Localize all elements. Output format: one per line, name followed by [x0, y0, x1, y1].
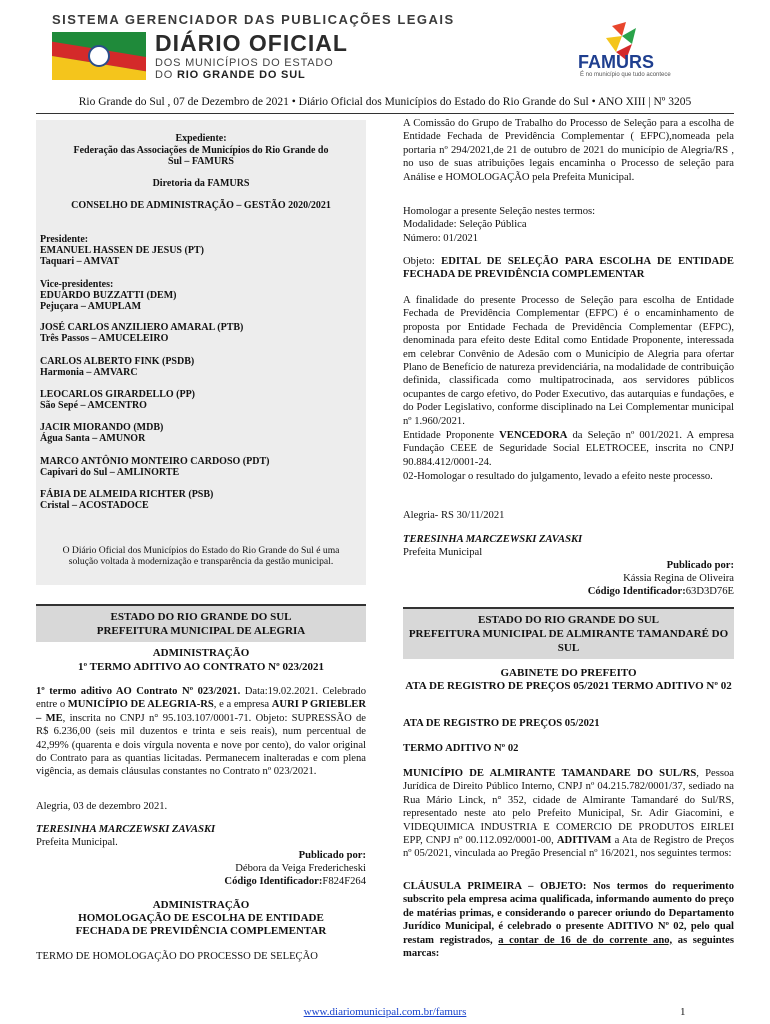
right-signer: TERESINHA MARCZEWSKI ZAVASKI	[403, 534, 583, 545]
right-id: Código Identificador:63D3D76E	[587, 586, 734, 597]
expediente-heading: Expediente:	[175, 133, 227, 144]
member-0: Presidente: EMANUEL HASSEN DE JESUS (PT) Taquari – AMVAT	[40, 234, 204, 267]
member-3: CARLOS ALBERTO FINK (PSDB) Harmonia – AMVARC	[40, 356, 195, 378]
member-4: LEOCARLOS GIRARDELLO (PP) São Sepé – AMCENTRO	[40, 389, 196, 411]
expediente-directorate: Diretoria da FAMURS	[152, 178, 250, 189]
publication-subtitle-2: DO RIO GRANDE DO SUL	[155, 69, 306, 81]
alegria-act-2-term: TERMO DE HOMOLOGAÇÃO DO PROCESSO DE SELEÇÃO	[36, 951, 318, 962]
almirante-section-title: GABINETE DO PREFEITO ATA DE REGISTRO DE PREÇOS 05/2021 TERMO ADITIVO Nº 02	[405, 667, 732, 692]
alegria-id: Código Identificador:F824F264	[224, 876, 366, 887]
almirante-clause-1: CLÁUSULA PRIMEIRA – OBJETO: Nos termos do requerimento subscrito pela empresa acima qualificada, informando aumento do preço de matérias primas, e considerando o parecer oriundo do Departamento Jurídico Municipal, é celebrado o presente ADITIVO Nº 02, pelo qual restam registrados, a contar de 16 de do corrente ano, as seguintes marcas:	[403, 881, 735, 960]
masthead	[0, 0, 770, 92]
member-6: MARCO ANTÔNIO MONTEIRO CARDOSO (PDT) Capivari do Sul – AMLINORTE	[40, 456, 270, 478]
expediente-note: O Diário Oficial dos Municípios do Estado do Rio Grande do Sul é uma solução voltada à modernização e transparência da gestão municipal.	[62, 545, 340, 567]
famurs-tagline: É no município que tudo acontece	[580, 72, 671, 78]
expediente-federation: Federação das Associações de Municípios do Rio Grande do Sul – FAMURS	[73, 145, 329, 167]
expediente-box	[36, 120, 366, 585]
edition-divider	[36, 113, 734, 114]
right-para-2: A finalidade do presente Processo de Seleção para escolha de Entidade Fechada de Previdência Complementar (EFPC) é o encaminhamento de proposta por Entidade Fechada de Previdência Complementar (EFPC), denominada para efeito deste Edital como Entidade Proponente, interessada em celebrar Convênio de Adesão com o Município de Alegria para ofertar Plano de Benefício de natureza previdenciária, na modalidade de contribuição definida, classificada como multipatrocinada, aos servidores públicos ocupantes de cargo efetivo, do Poder Executivo, das autarquias e fundações, e do Poder Legislativo, conforme disciplinado na Lei Complementar municipal nº 1.960/2021.	[403, 295, 734, 427]
alegria-signer: TERESINHA MARCZEWSKI ZAVASKI	[36, 824, 216, 835]
right-para-1: A Comissão do Grupo de Trabalho do Processo de Seleção para a escolha de Entidade Fechada de Previdência Complementar ( EFPC),nomeada pela portaria nº 294/2021,de 21 de outubro de 2021 do município de Alegria/RS , no uso de suas atribuições legais encaminha o Processo de seleção para Análise e HOMOLOGAÇÃO pela Prefeita Municipal.	[403, 118, 734, 183]
right-para-3: Entidade Proponente VENCEDORA da Seleção nº 001/2021. A empresa Fundação CEEE de Seguridade Social ELETROCEE, inscrita no CNPJ 90.884.412/0001-24.	[403, 430, 735, 468]
alegria-published-label: Publicado por:	[298, 850, 366, 861]
right-published-label: Publicado por:	[666, 560, 734, 571]
alegria-section-2: ADMINISTRAÇÃO HOMOLOGAÇÃO DE ESCOLHA DE ENTIDADE FECHADA DE PREVIDÊNCIA COMPLEMENTAR	[75, 899, 327, 937]
alegria-date: Alegria, 03 de dezembro 2021.	[36, 801, 168, 812]
famurs-name: FAMURS	[578, 52, 654, 72]
almirante-body: MUNICÍPIO DE ALMIRANTE TAMANDARE DO SUL/RS, Pessoa Jurídica de Direito Público Interno, CNPJ nº 04.215.782/0001/37, sediado na Rua Mário Linck, n° 352, cidade de Almirante Tamandaré do Sul/RS, representado neste ato pelo Prefeito Municipal, Sr. Adir Giacomini, e VIDEQUIMICA INDUSTRIA E COMERCIO DE PRODUTOS EIRLEI EPP, CNPJ nº 00.112.092/0001-00, ADITIVAM a Ata de Registro de Preços nº 05/2021, vinculada ao Pregão Presencial nº 16/2021, nos seguintes termos:	[403, 768, 734, 860]
expediente-council: CONSELHO DE ADMINISTRAÇÃO – GESTÃO 2020/2021	[71, 200, 331, 211]
almirante-ata: ATA DE REGISTRO DE PREÇOS 05/2021	[403, 718, 600, 729]
almirante-banner: ESTADO DO RIO GRANDE DO SUL PREFEITURA MUNICIPAL DE ALMIRANTE TAMANDARÉ DO SUL	[403, 607, 734, 659]
system-title: SISTEMA GERENCIADOR DAS PUBLICAÇÕES LEGAIS	[52, 12, 455, 27]
right-para-4: 02-Homologar o resultado do julgamento, levado a efeito neste processo.	[403, 471, 713, 482]
alegria-act-body: 1º termo aditivo AO Contrato Nº 023/2021. Data:19.02.2021. Celebrado entre o MUNICÍPIO DE ALEGRIA-RS, e a empresa AURI P GRIEBLER – ME, inscrita no CNPJ n° 95.103.107/0001-71. Objeto: SUPRESSÃO de R$ 6.236,00 (seis mil duzentos e trinta e seis reais), num percentual de 42,99% (quarenta e dois vírgula noventa e nove por cento), do valor original do Contrato para as quantias licitadas. Permanecem inalteradas e com plena vigência, as demais cláusulas constantes no Contrato nº 023/2021.	[36, 686, 367, 778]
member-1: Vice-presidentes: EDUARDO BUZZATTI (DEM) Pejuçara – AMUPLAM	[40, 279, 177, 312]
right-published-by: Kássia Regina de Oliveira	[623, 573, 734, 584]
member-7: FÁBIA DE ALMEIDA RICHTER (PSB) Cristal – ACOSTADOCE	[40, 489, 214, 511]
almirante-termo: TERMO ADITIVO Nº 02	[403, 743, 519, 754]
alegria-signer-role: Prefeita Municipal.	[36, 837, 118, 848]
alegria-banner: ESTADO DO RIO GRANDE DO SUL PREFEITURA MUNICIPAL DE ALEGRIA	[36, 604, 366, 642]
edition-line: Rio Grande do Sul , 07 de Dezembro de 2021 • Diário Oficial dos Municípios do Estado do Rio Grande do Sul • ANO XIII | Nº 3205	[78, 96, 692, 108]
right-signer-role: Prefeita Municipal	[403, 547, 483, 558]
right-date: Alegria- RS 30/11/2021	[403, 510, 505, 521]
right-objeto: Objeto: EDITAL DE SELEÇÃO PARA ESCOLHA DE ENTIDADE FECHADA DE PREVIDÊNCIA COMPLEMENTAR	[403, 256, 734, 281]
publication-title: DIÁRIO OFICIAL	[155, 30, 348, 56]
rs-flag-icon	[52, 32, 146, 80]
member-2: JOSÉ CARLOS ANZILIERO AMARAL (PTB) Três Passos – AMUCELEIRO	[40, 322, 244, 344]
alegria-section-title: ADMINISTRAÇÃO 1º TERMO ADITIVO AO CONTRATO Nº 023/2021	[77, 647, 325, 673]
alegria-published-by: Débora da Veiga Fredericheski	[235, 863, 366, 874]
footer-link[interactable]: www.diariomunicipal.com.br/famurs	[303, 1006, 467, 1018]
publication-subtitle-1: DOS MUNICÍPIOS DO ESTADO	[155, 57, 334, 69]
right-homolog: Homologar a presente Seleção nestes termos: Modalidade: Seleção Pública Número: 01/2021	[403, 206, 596, 244]
page-number: 1	[680, 1006, 686, 1018]
member-5: JACIR MIORANDO (MDB) Água Santa – AMUNOR	[40, 422, 164, 444]
